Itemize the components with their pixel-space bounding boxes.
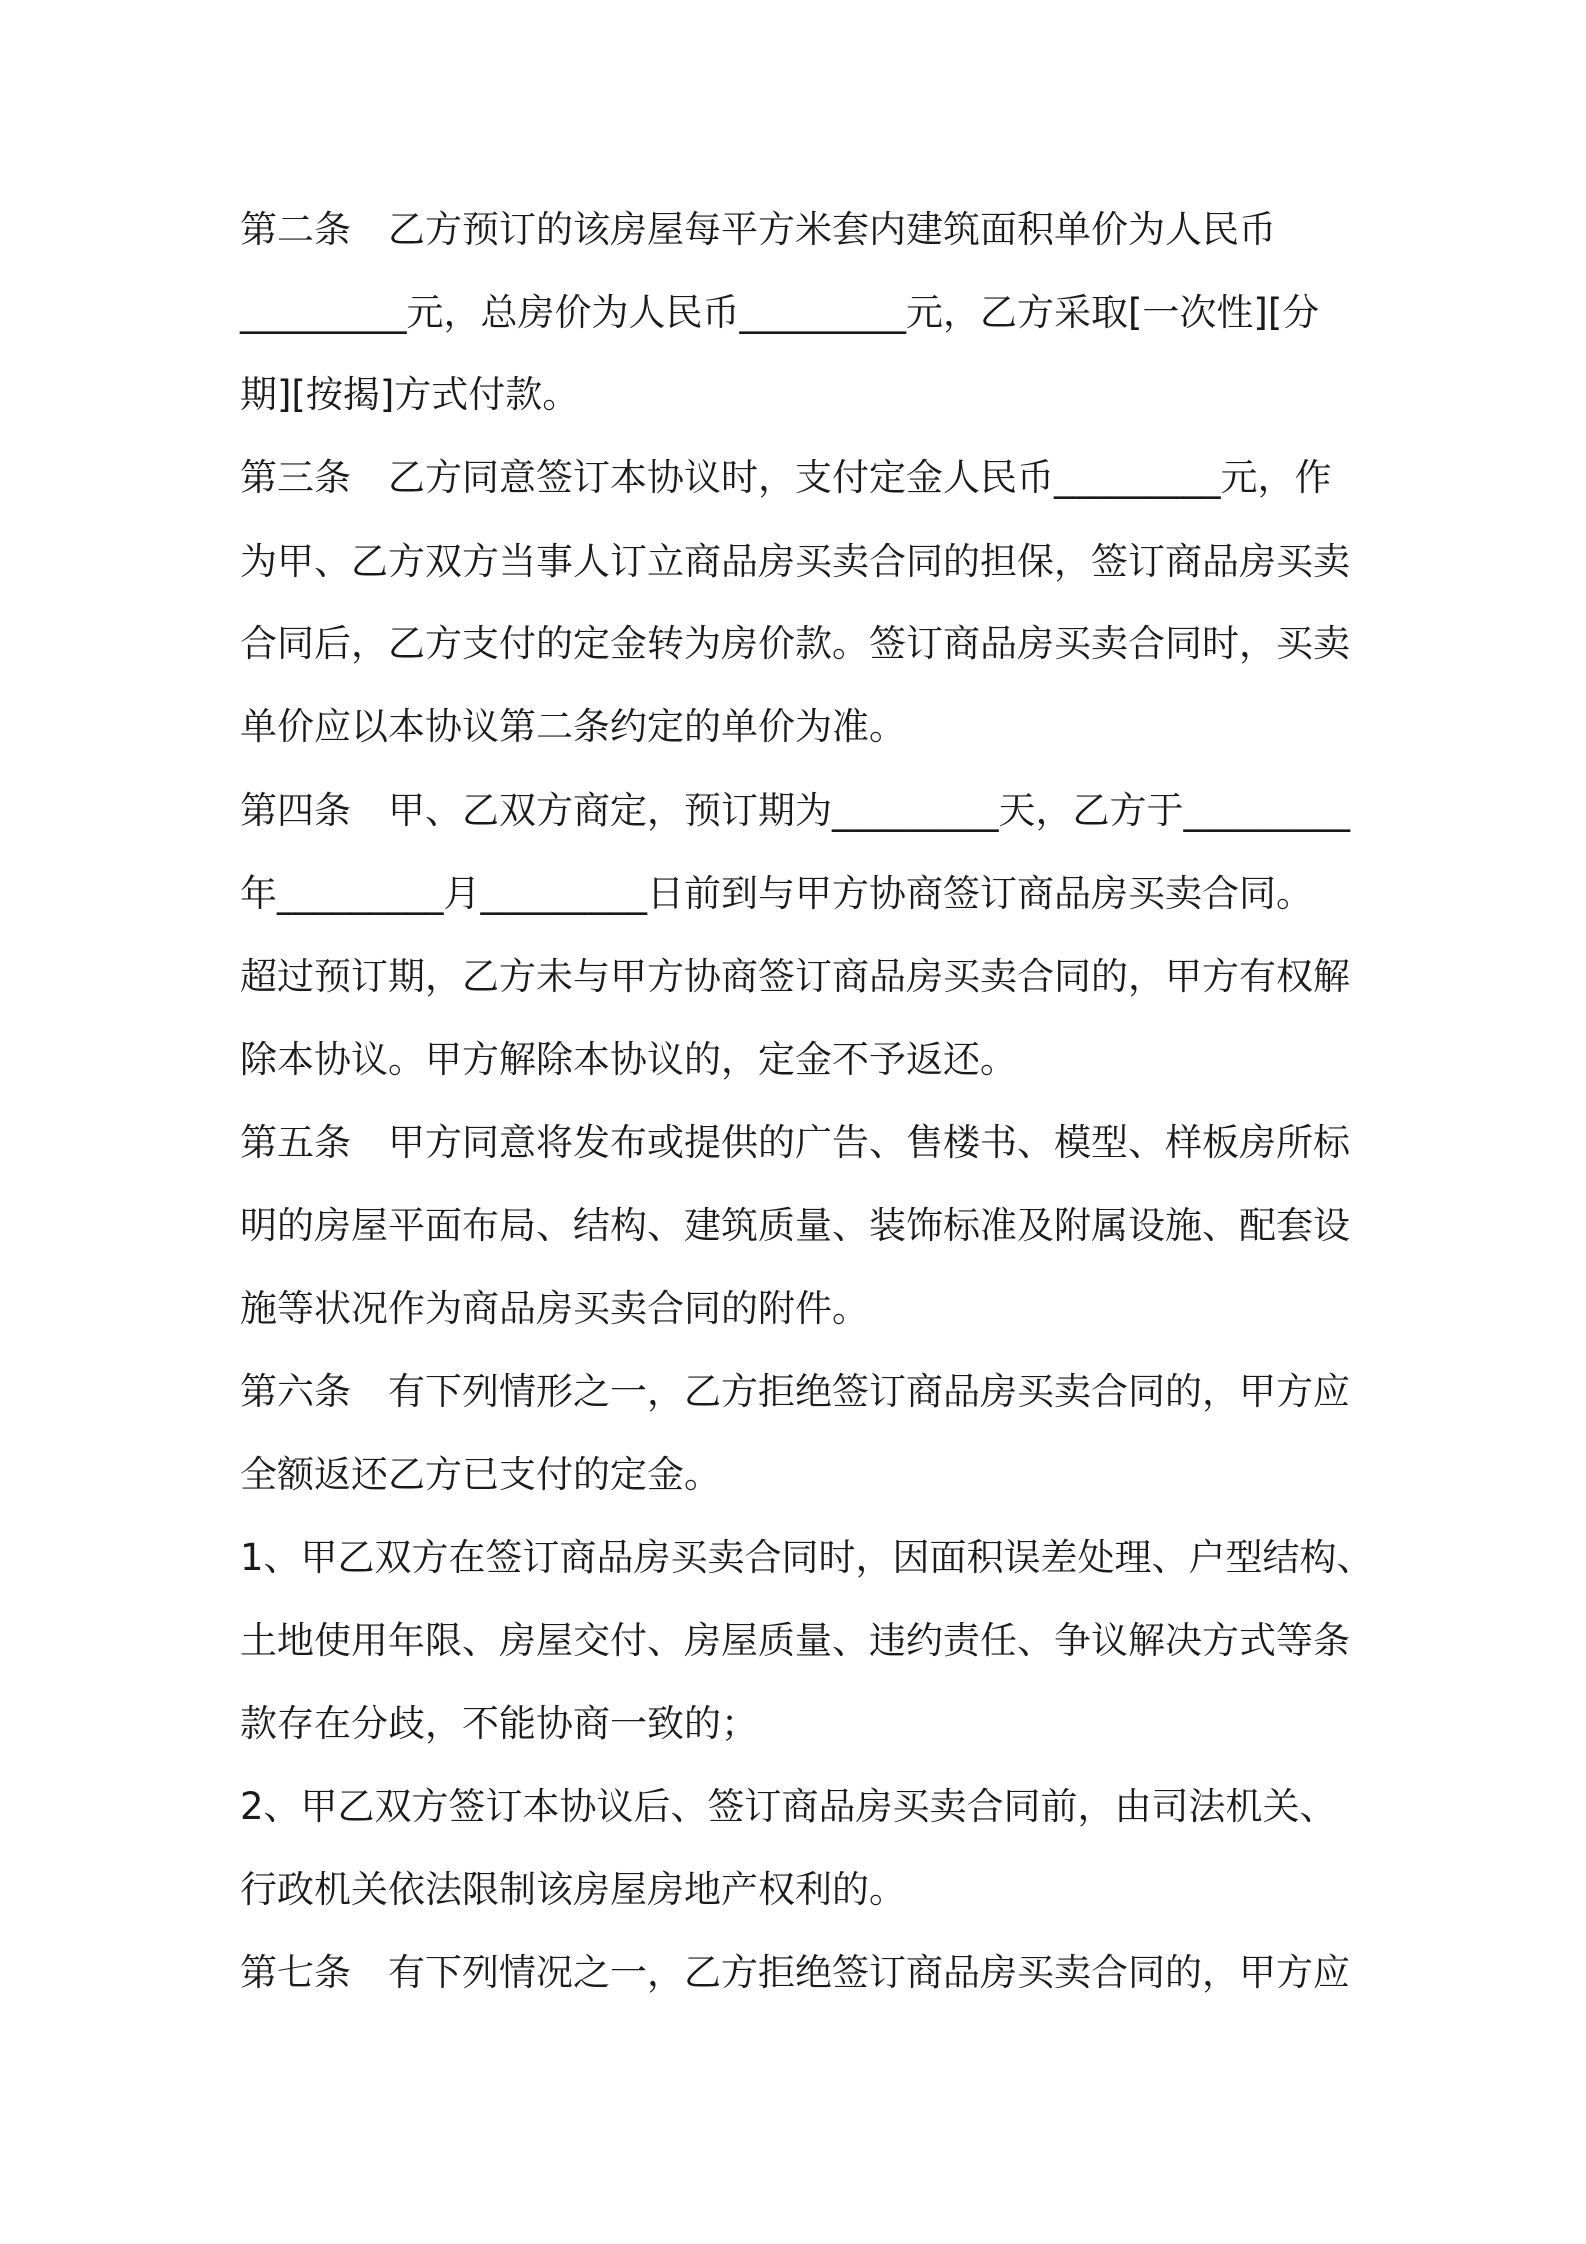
text-line: 第二条 乙方预订的该房屋每平方米套内建筑面积单价为人民币 <box>240 208 1276 251</box>
text-line: 款存在分歧，不能协商一致的； <box>240 1702 758 1745</box>
text-line: 施等状况作为商品房买卖合同的附件。 <box>240 1287 869 1330</box>
text-line: 第六条 有下列情形之一，乙方拒绝签订商品房买卖合同的，甲方应 <box>240 1370 1350 1413</box>
text-line: 1、甲乙双方在签订商品房买卖合同时，因面积误差处理、户型结构、 <box>240 1536 1374 1579</box>
text-line: 2、甲乙双方签订本协议后、签订商品房买卖合同前，由司法机关、 <box>240 1785 1337 1828</box>
text-line: 单价应以本协议第二条约定的单价为准。 <box>240 705 906 748</box>
text-line: 合同后，乙方支付的定金转为房价款。签订商品房买卖合同时，买卖 <box>240 622 1350 665</box>
text-line: 全额返还乙方已支付的定金。 <box>240 1453 721 1496</box>
text-line: 为甲、乙方双方当事人订立商品房买卖合同的担保，签订商品房买卖 <box>240 540 1350 583</box>
text-line: 第三条 乙方同意签订本协议时，支付定金人民币_________元，作 <box>240 456 1332 499</box>
text-line: 期][按揭]方式付款。 <box>240 373 580 416</box>
text-line: 超过预订期，乙方未与甲方协商签订商品房买卖合同的，甲方有权解 <box>240 955 1350 998</box>
text-line: 除本协议。甲方解除本协议的，定金不予返还。 <box>240 1038 1017 1081</box>
text-line: 明的房屋平面布局、结构、建筑质量、装饰标准及附属设施、配套设 <box>240 1204 1350 1247</box>
text-line: 第七条 有下列情况之一，乙方拒绝签订商品房买卖合同的，甲方应 <box>240 1951 1350 1994</box>
text-line: 第四条 甲、乙双方商定，预订期为_________天，乙方于_________ <box>240 789 1350 832</box>
text-line: 土地使用年限、房屋交付、房屋质量、违约责任、争议解决方式等条 <box>240 1619 1350 1662</box>
text-line: 第五条 甲方同意将发布或提供的广告、售楼书、模型、样板房所标 <box>240 1121 1350 1164</box>
text-line: _________元，总房价为人民币_________元，乙方采取[一次性][分 <box>240 291 1320 334</box>
text-line: 年_________月_________日前到与甲方协商签订商品房买卖合同。 <box>240 872 1313 915</box>
text-line: 行政机关依法限制该房屋房地产权利的。 <box>240 1868 906 1911</box>
